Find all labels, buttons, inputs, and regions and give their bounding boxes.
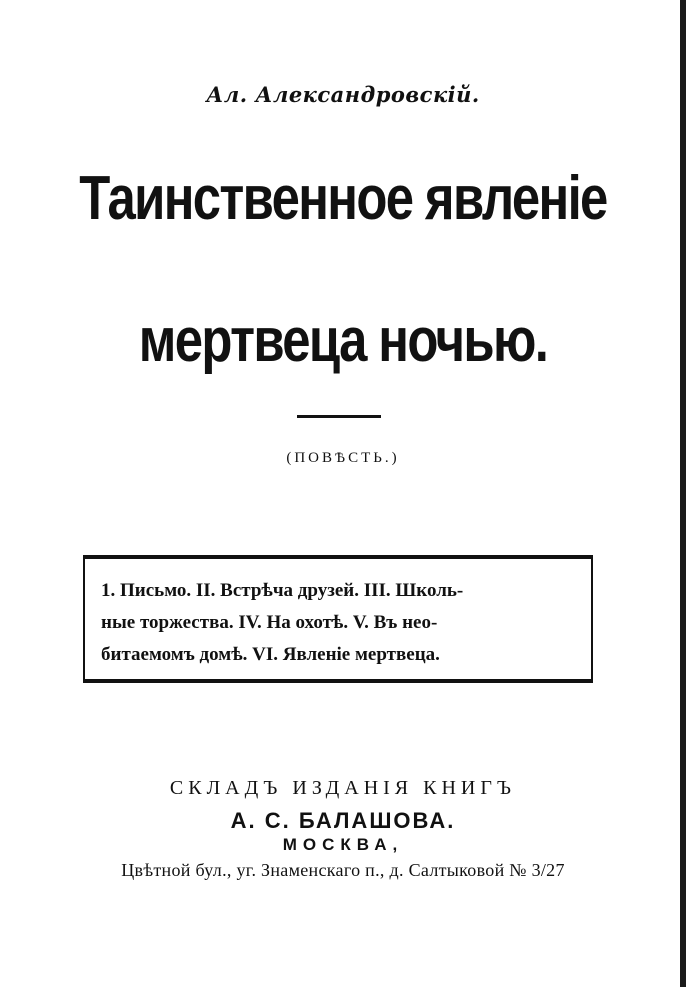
publisher-address: Цвѣтной бул., уг. Знаменскаго п., д. Салтыковой № 3/27 (121, 860, 565, 880)
publisher-warehouse: СКЛАДЪ ИЗДАНІЯ КНИГЪ (169, 777, 517, 799)
publisher-name: А. С. БАЛАШОВА. (230, 808, 456, 833)
title-line-1: Таинственное явленіе (79, 164, 607, 233)
title-divider (297, 415, 381, 418)
contents-line-3: битаемомъ домѣ. VI. Явленіе мертвеца. (101, 644, 440, 665)
author-name: Ал. Александровскій. (206, 82, 480, 107)
publisher-city: МОСКВА, (282, 835, 404, 854)
contents-text (101, 575, 573, 671)
contents-box (83, 555, 593, 683)
contents-line-1: 1. Письмо. II. Встрѣча друзей. III. Школь- (101, 580, 464, 601)
contents-line-2: ные торжества. IV. На охотѣ. V. Въ нео- (101, 612, 438, 633)
title-line-2: мертвеца ночью. (138, 306, 548, 375)
genre-label: (ПОВѢСТЬ.) (286, 450, 400, 466)
